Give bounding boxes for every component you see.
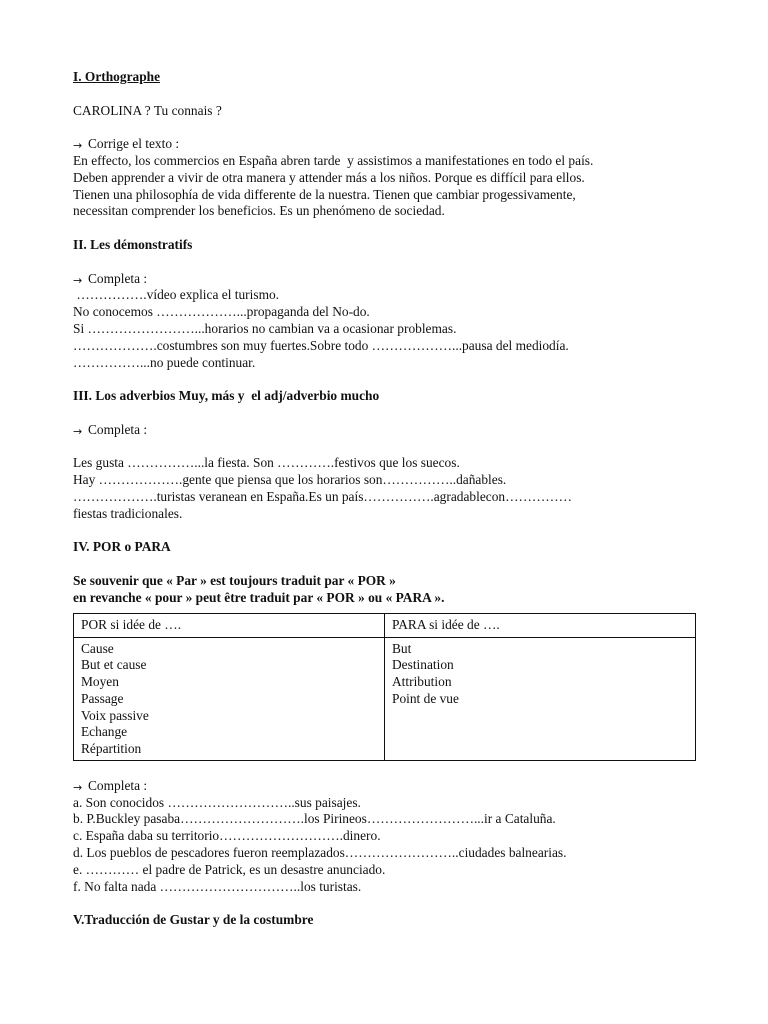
document-page [73, 69, 713, 929]
section-4-exercise-line: c. España daba su territorio……………………….dinero. [73, 828, 381, 844]
section-1-subtitle: CAROLINA ? Tu connais ? [73, 102, 222, 118]
section-2-title: II. Les démonstratifs [73, 236, 193, 252]
right-arrow-icon: → [73, 139, 83, 153]
por-item: Répartition [81, 741, 142, 757]
section-2-exercise-line: ……………...no puede continuar. [73, 354, 256, 370]
section-2-exercise-line: …………….vídeo explica el turismo. [73, 287, 280, 303]
section-3-exercise-line: ……………….turistas veranean en España.Es un país…………….agradablecon…………… [73, 488, 573, 504]
para-items-cell [385, 637, 696, 761]
section-4-exercise-line: f. No falta nada …………………………..los turistas. [73, 878, 362, 894]
section-4-exercise-line: a. Son conocidos ………………………..sus paisajes. [73, 794, 361, 810]
section-3-instruction: → Completa : [73, 422, 713, 439]
section-3-title: III. Los adverbios Muy, más y el adj/adverbio mucho [73, 388, 380, 404]
por-item: Voix passive [81, 707, 149, 723]
para-item: Point de vue [392, 690, 459, 706]
por-item: But et cause [81, 657, 147, 673]
section-4-rule-line: Se souvenir que « Par » est toujours traduit par « POR » [73, 572, 396, 588]
section-4-instruction: → Completa : [73, 778, 713, 795]
section-1-text-line: necessitan comprender los beneficios. Es un phenómeno de sociedad. [73, 203, 445, 219]
section-4-exercise-line: e. ………… el padre de Patrick, es un desastre anunciado. [73, 861, 386, 877]
right-arrow-icon: → [73, 273, 83, 287]
section-1-text-line: Tienen una philosophía de vida differente de la nuestra. Tienen que cambiar progessivamente, [73, 186, 576, 202]
right-arrow-icon: → [73, 424, 83, 438]
section-5-title: V.Traducción de Gustar y de la costumbre [73, 912, 314, 928]
por-para-table [73, 613, 696, 762]
section-3-exercise-line: Hay ……………….gente que piensa que los horarios son……………..dañables. [73, 472, 507, 488]
para-item: Destination [392, 657, 454, 673]
section-3-exercise-line: Les gusta ……………...la fiesta. Son ………….festivos que los suecos. [73, 455, 460, 471]
por-item: Passage [81, 690, 124, 706]
por-item: Moyen [81, 674, 119, 690]
section-1-text-line: Deben apprender a vivir de otra manera y attender más a los niños. Porque es diffícil para ellos. [73, 169, 585, 185]
section-1-text-line: En effecto, los commercios en España abren tarde y assistimos a manifestationes en todo el país. [73, 152, 594, 168]
section-2-exercise-line: ……………….costumbres son muy fuertes.Sobre todo ………………...pausa del mediodía. [73, 337, 569, 353]
por-item: Echange [81, 724, 128, 740]
section-2-exercise-line: No conocemos ………………...propaganda del No-do. [73, 304, 370, 320]
para-header: PARA si idée de …. [385, 613, 696, 637]
por-item: Cause [81, 640, 114, 656]
section-2-instruction: → Completa : [73, 271, 713, 288]
section-4-title: IV. POR o PARA [73, 539, 171, 555]
por-items-cell [74, 637, 385, 761]
section-4-rule-line: en revanche « pour » peut être traduit par « POR » ou « PARA ». [73, 589, 445, 605]
section-1-instruction: → Corrige el texto : [73, 136, 713, 153]
para-item: But [392, 640, 412, 656]
right-arrow-icon: → [73, 780, 83, 794]
section-4-exercise-line: d. Los pueblos de pescadores fueron reemplazados……………………..ciudades balnearias. [73, 845, 567, 861]
section-1-title: I. Orthographe [73, 69, 161, 84]
section-3-exercise-line: fiestas tradicionales. [73, 505, 183, 521]
para-item: Attribution [392, 674, 452, 690]
section-2-exercise-line: Si ……………………...horarios no cambian va a ocasionar problemas. [73, 320, 457, 336]
por-header: POR si idée de …. [74, 613, 385, 637]
section-4-exercise-line: b. P.Buckley pasaba……………………….los Pirineos……………………...ir a Cataluña. [73, 811, 556, 827]
